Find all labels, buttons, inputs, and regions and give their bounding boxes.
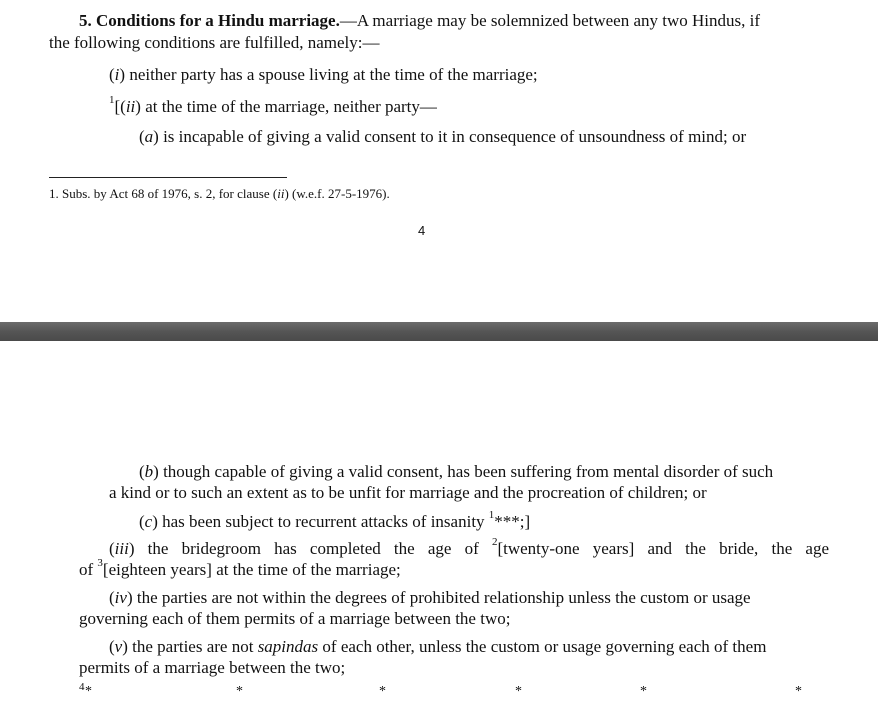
clause-iii-text-c: of: [79, 560, 98, 579]
clause-i-text: ) neither party has a spouse living at the time of the marriage;: [119, 65, 538, 84]
omission-star: *: [515, 684, 522, 699]
omission-star: *: [640, 684, 647, 699]
clause-v-text-a: ) the parties are not: [122, 637, 258, 656]
page-break-separator: [0, 322, 878, 341]
clause-iii-text-a: ) the bridegroom has completed the age of: [128, 539, 492, 558]
clause-b-line2: a kind or to such an extent as to be unfit for marriage and the procreation of children; or: [109, 483, 707, 502]
clause-c-omission: ***;]: [494, 512, 531, 531]
section-heading: 5. Conditions for a Hindu marriage.: [79, 11, 340, 30]
clause-v-line1: (v) the parties are not sapindas of each other, unless the custom or usage governing each of them: [109, 637, 767, 656]
clause-c-letter: c: [144, 512, 153, 531]
clause-b-text: ) though capable of giving a valid consent, has been suffering from mental disorder of such: [153, 462, 774, 481]
clause-i: (i) neither party has a spouse living at the time of the marriage;: [109, 65, 538, 84]
page-number: 4: [418, 223, 426, 238]
clause-iii-number: iii: [114, 539, 129, 558]
footnote-marker: 2: [491, 536, 498, 549]
clause-iii-text-b: [twenty-one years] and the bride, the age: [497, 539, 829, 558]
footnote-marker: 3: [97, 557, 103, 570]
omission-star: *: [236, 684, 243, 699]
clause-a-text: ) is incapable of giving a valid consent to it in consequence of unsoundness of mind; or: [153, 127, 747, 146]
footnote-marker: 1: [109, 94, 115, 107]
clause-ii: [109, 96, 437, 117]
footnote-divider: [49, 177, 287, 178]
section-5-second-line: the following conditions are fulfilled, namely:—: [49, 33, 380, 52]
clause-iii-text-d: [eighteen years] at the time of the marriage;: [102, 560, 401, 579]
clause-v-text-b: of each other, unless the custom or usage governing each of them: [318, 637, 767, 656]
clause-iv-line2: governing each of them permits of a marriage between the two;: [79, 609, 511, 628]
sapindas-term: sapindas: [257, 637, 319, 656]
clause-c-text: ) has been subject to recurrent attacks of insanity: [152, 512, 489, 531]
section-5-first-line: [79, 10, 760, 31]
clause-i-number: i: [114, 65, 120, 84]
clause-ii-text: ) at the time of the marriage, neither party—: [135, 97, 437, 116]
clause-iv-line1: (iv) the parties are not within the degrees of prohibited relationship unless the custom or usage: [109, 588, 751, 607]
footnote-suffix: ) (w.e.f. 27-5-1976).: [284, 186, 390, 201]
clause-ii-number: ii: [125, 97, 136, 116]
clause-iii-line2: [79, 559, 401, 580]
clause-b-line1: (b) though capable of giving a valid consent, has been suffering from mental disorder of such: [139, 462, 774, 481]
clause-b-letter: b: [144, 462, 154, 481]
clause-c: (c) has been subject to recurrent attacks of insanity $^1$***;]: [139, 509, 531, 531]
footnote-prefix: 1. Subs. by Act 68 of 1976, s. 2, for clause (: [49, 186, 278, 201]
section-intro-text: —A marriage may be solemnized between any two Hindus, if: [339, 11, 761, 30]
footnote: [49, 186, 390, 202]
clause-a: (a) is incapable of giving a valid consent to it in consequence of unsoundness of mind; or: [139, 127, 747, 146]
clause-v-number: v: [114, 637, 123, 656]
footnote-clause-ref: ii: [277, 186, 285, 201]
omission-star: *: [795, 684, 802, 699]
footnote-marker: 1: [488, 509, 495, 522]
omission-star: *: [85, 684, 92, 699]
omission-star: *: [379, 684, 386, 699]
clause-v-line2: permits of a marriage between the two;: [79, 658, 346, 677]
amendment-bracket: [(: [114, 97, 126, 116]
clause-iv-text: ) the parties are not within the degrees of prohibited relationship unless the custom or usage: [126, 588, 751, 607]
clause-iii-line1: (iii) the bridegroom has completed the age of $^2$[twenty-one years] and the bride, the age: [109, 536, 829, 558]
clause-iv-number: iv: [114, 588, 127, 607]
clause-a-letter: a: [144, 127, 154, 146]
